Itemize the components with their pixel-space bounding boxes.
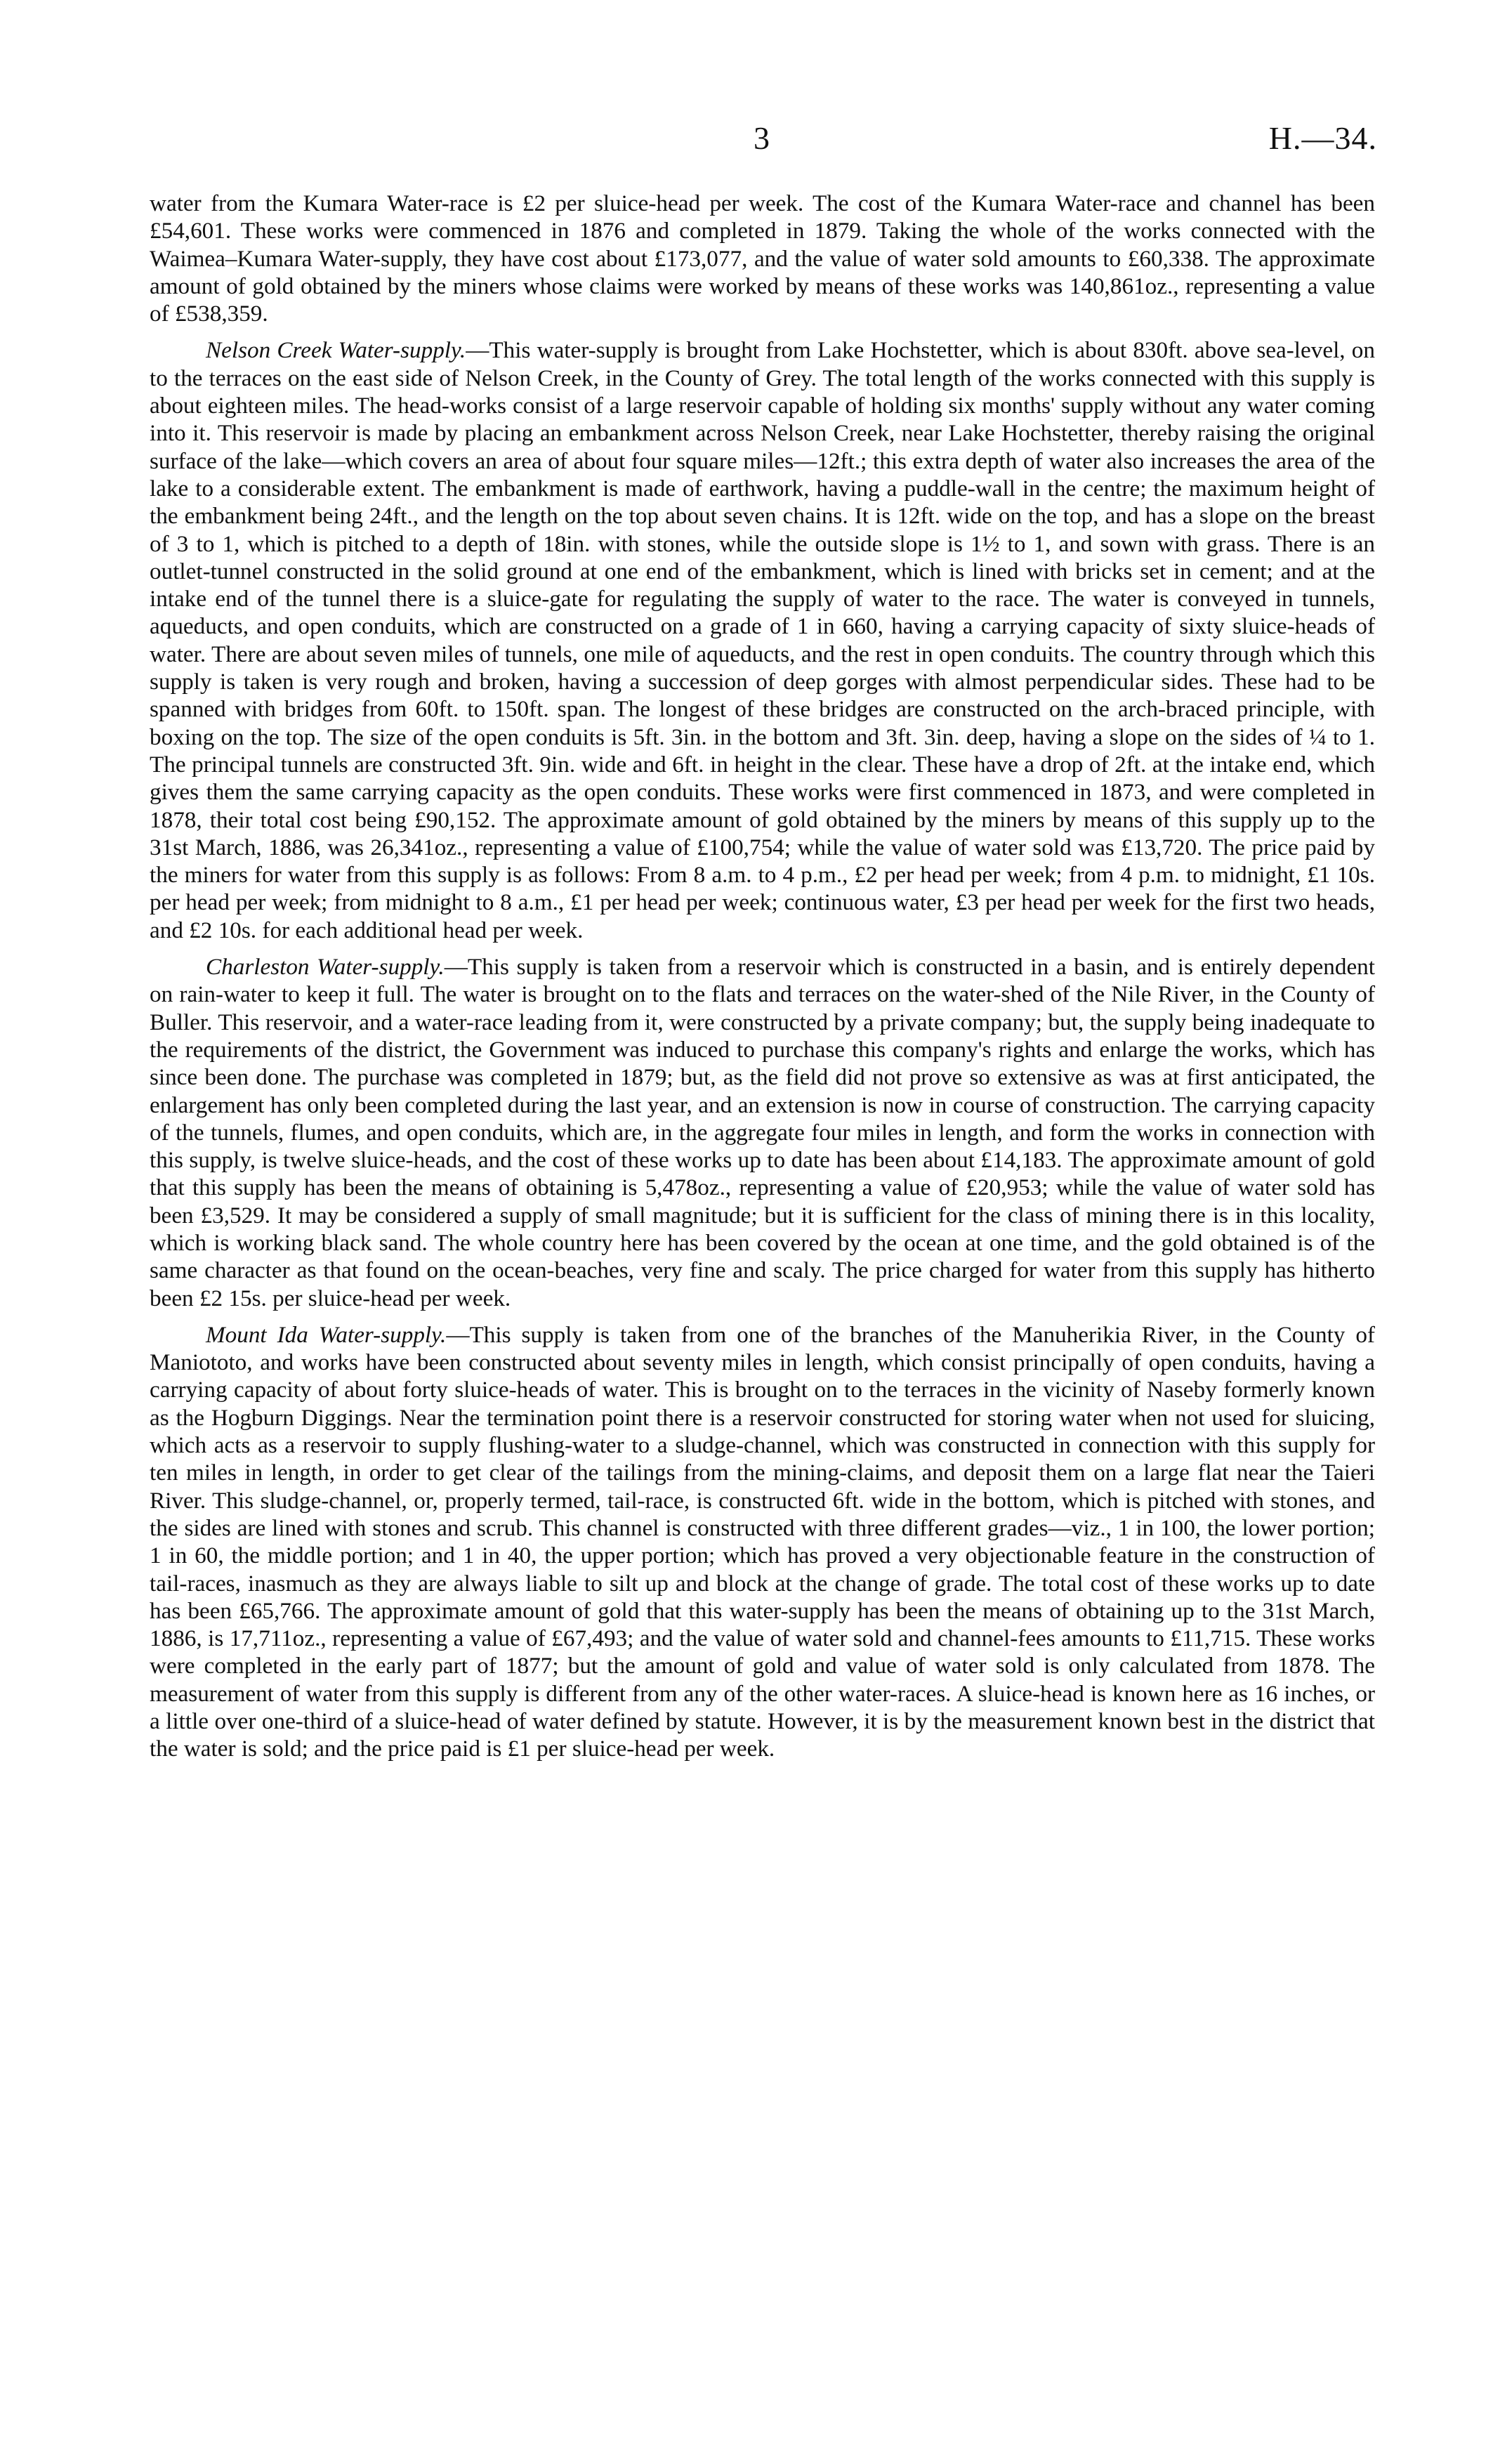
section-title-mount-ida: Mount Ida Water-supply.	[206, 1321, 447, 1348]
paragraph-text: —This water-supply is brought from Lake Hochstetter, which is about 830ft. above sea-level, on to the terraces on the east side of Nelson Creek, in the County of Grey. The total length of the works connected with this supply is about eighteen miles. The head-works consist of a large reservoir capable of holding six months' supply without any water coming into it. This reservoir is made by placing an embankment across Nelson Creek, near Lake Hochstetter, thereby raising the original surface of the lake—which covers an area of about four square miles—12ft.; this extra depth of water also increases the area of the lake to a considerable extent. The embankment is made of earthwork, having a puddle-wall in the centre; the maximum height of the embankment being 24ft., and the length on the top about seven chains. It is 12ft. wide on the top, and has a slope on the breast of 3 to 1, which is pitched to a depth of 18in. with stones, while the outside slope is 1½ to 1, and sown with grass. There is an outlet-tunnel constructed in the solid ground at one end of the embankment, which is lined with bricks set in cement; and at the intake end of the tunnel there is a sluice-gate for regulating the supply of water to the race. The water is conveyed in tunnels, aqueducts, and open conduits, which are constructed on a grade of 1 in 660, having a carrying capacity of sixty sluice-heads of water. There are about seven miles of tunnels, one mile of aqueducts, and the rest in open conduits. The country through which this supply is taken is very rough and broken, having a succession of deep gorges with almost perpendicular sides. These had to be spanned with bridges from 60ft. to 150ft. span. The longest of these bridges are constructed on the arch-braced principle, with boxing on the top. The size of the open conduits is 5ft. 3in. in the bottom and 3ft. 3in. deep, having a slope on the sides of ¼ to 1. The principal tunnels are constructed 3ft. 9in. wide and 6ft. in height in the clear. These have a drop of 2ft. at the intake end, which gives them the same carrying capacity as the open conduits. These works were first commenced in 1873, and were completed in 1878, their total cost being £90,152. The approximate amount of gold obtained by the miners by means of this supply up to the 31st March, 1886, was 26,341oz., representing a value of £100,754; while the value of water sold was £13,720. The price paid by the miners for water from this supply is as follows: From 8 a.m. to 4 p.m., £2 per head per week; from 4 p.m. to midnight, £1 10s. per head per week; from midnight to 8 a.m., £1 per head per week; continuous water, £3 per head per week for the first two heads, and £2 10s. for each additional head per week.	[150, 337, 1375, 943]
paragraph-text: —This supply is taken from a reservoir which is constructed in a basin, and is entirely dependent on rain-water to keep it full. The water is brought on to the flats and terraces on the water-shed of the Nile River, in the County of Buller. This reservoir, and a water-race leading from it, were constructed by a private company; but, the supply being inadequate to the requirements of the district, the Government was induced to purchase this company's rights and enlarge the works, which has since been done. The purchase was completed in 1879; but, as the field did not prove so extensive as was at first anticipated, the enlargement has only been completed during the last year, and an extension is now in course of construction. The carrying capacity of the tunnels, flumes, and open conduits, which are, in the aggregate four miles in length, and form the works in connection with this supply, is twelve sluice-heads, and the cost of these works up to date has been about £14,183. The approximate amount of gold that this supply has been the means of obtaining is 5,478oz., representing a value of £20,953; while the value of water sold has been £3,529. It may be considered a supply of small magnitude; but it is sufficient for the class of mining there is in this locality, which is working black sand. The whole country here has been covered by the ocean at one time, and the gold obtained is of the same character as that found on the ocean-beaches, very fine and scaly. The price charged for water from this supply has hitherto been £2 15s. per sluice-head per week.	[150, 954, 1375, 1311]
paragraph-kumara-continuation	[150, 190, 1375, 327]
body-text	[150, 190, 1375, 1772]
page-number: 3	[754, 120, 770, 156]
paragraph-charleston	[150, 953, 1375, 1312]
document-reference: H.—34.	[1268, 120, 1377, 156]
paragraph-text: —This supply is taken from one of the branches of the Manuherikia River, in the County of Maniototo, and works have been constructed about seventy miles in length, which consist principally of open conduits, having a carrying capacity of about forty sluice-heads of water. This is brought on to the terraces in the vicinity of Naseby formerly known as the Hogburn Diggings. Near the termination point there is a reservoir constructed for storing water when not used for sluicing, which acts as a reservoir to supply flushing-water to a sludge-channel, which was constructed in connection with this supply for ten miles in length, in order to get clear of the tailings from the mining-claims, and deposit them on a large flat near the Taieri River. This sludge-channel, or, properly termed, tail-race, is constructed 6ft. wide in the bottom, which is pitched with stones, and the sides are lined with stones and scrub. This channel is constructed with three different grades—viz., 1 in 100, the lower portion; 1 in 60, the middle portion; and 1 in 40, the upper portion; which has proved a very objectionable feature in the construction of tail-races, inasmuch as they are always liable to silt up and block at the change of grade. The total cost of these works up to date has been £65,766. The approximate amount of gold that this water-supply has been the means of obtaining up to the 31st March, 1886, is 17,711oz., representing a value of £67,493; and the value of water sold and channel-fees amounts to £11,715. These works were completed in the early part of 1877; but the amount of gold and value of water sold is only calculated from 1878. The measurement of water from this supply is different from any of the other water-races. A sluice-head is known here as 16 inches, or a little over one-third of a sluice-head of water defined by statute. However, it is by the measurement known best in the district that the water is sold; and the price paid is £1 per sluice-head per week.	[150, 1321, 1375, 1762]
section-title-nelson-creek: Nelson Creek Water-supply.	[206, 337, 466, 364]
paragraph-mount-ida	[150, 1321, 1375, 1763]
page-header	[0, 119, 1493, 162]
paragraph-nelson-creek	[150, 336, 1375, 944]
section-title-charleston: Charleston Water-supply.	[206, 954, 445, 981]
paragraph-text: water from the Kumara Water-race is £2 per sluice-head per week. The cost of the Kumara Water-race and channel has been £54,601. These works were commenced in 1876 and completed in 1879. Taking the whole of the works connected with the Waimea–Kumara Water-supply, they have cost about £173,077, and the value of water sold amounts to £60,338. The approximate amount of gold obtained by the miners whose claims were worked by means of these works was 140,861oz., representing a value of £538,359.	[150, 190, 1375, 327]
